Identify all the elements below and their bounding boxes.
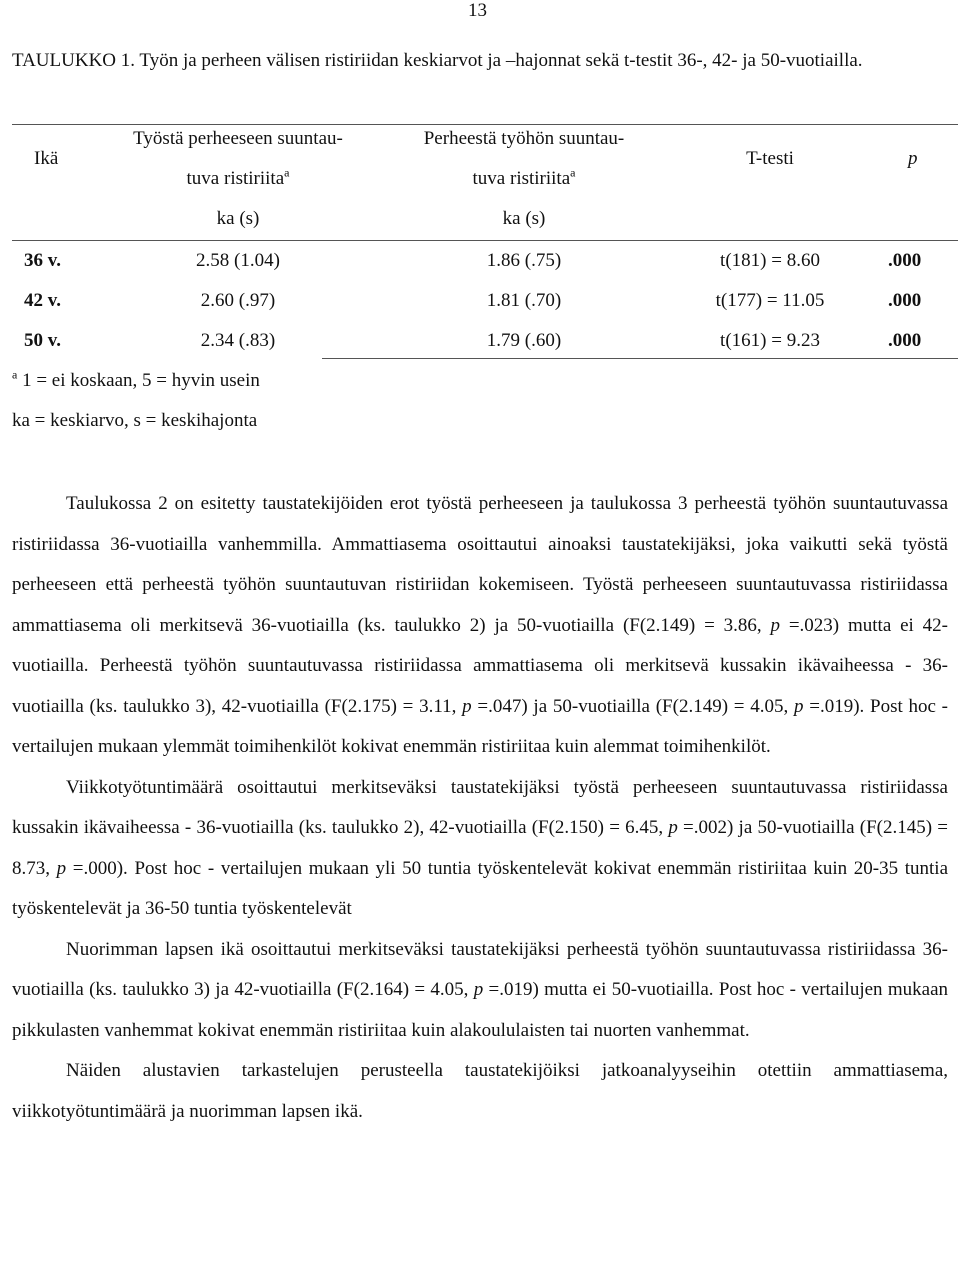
table-footnote-scale: $^a$ 1 = ei koskaan, 5 = hyvin usein	[12, 367, 260, 391]
row-age: 36 v.	[24, 250, 61, 271]
row-age: 42 v.	[24, 290, 61, 311]
table-footnote-abbrev: ka = keskiarvo, s = keskihajonta	[12, 410, 258, 431]
paragraph: Taulukossa 2 on esitetty taustatekijöiden erot työstä perheeseen ja taulukossa 3 perheestä työhön suuntautuvassa ristiriidassa 36-vuotiailla vanhemmilla. Ammattiasema osoittautui ainoaksi taustatekijäksi, joka vaikutti sekä työstä perheeseen että perheestä työhön suuntautuvan ristiriidan kokemiseen. Työstä perheeseen suuntautuvassa ristiriidassa ammattiasema oli merkitsevä 36-vuotiailla (ks. taulukko 2) ja 50-vuotiailla (F(2.149) = 3.86, p =.023) mutta ei 42-vuotiailla. Perheestä työhön suuntautuvassa ristiriidassa ammattiasema oli merkitsevä kussakin ikävaiheessa - 36-vuotiailla (ks. taulukko 3), 42-vuotiailla (F(2.175) = 3.11, p =.047) ja 50-vuotiailla (F(2.149) = 4.05, p =.019). Post hoc - vertailujen mukaan ylemmät toimihenkilöt kokivat enemmän ristiriitaa kuin alemmat toimihenkilöt.	[12, 493, 949, 757]
header-age: Ikä	[34, 148, 59, 169]
header-ttest: T-testi	[746, 148, 794, 169]
header-work-to-family-line2: tuva ristiriita$^a$	[186, 165, 290, 189]
row-w2f: 2.60 (.97)	[200, 290, 276, 311]
row-p: .000	[888, 250, 922, 271]
row-ttest: t(177) = 11.05	[715, 290, 825, 311]
table-bottom-rule	[322, 358, 958, 359]
header-work-to-family-stat: ka (s)	[216, 208, 260, 229]
row-ttest: t(181) = 8.60	[720, 250, 820, 271]
row-ttest: t(161) = 9.23	[720, 330, 820, 351]
row-f2w: 1.81 (.70)	[486, 290, 562, 311]
paragraph: Viikkotyötuntimäärä osoittautui merkitseväksi taustatekijäksi työstä perheeseen suuntautuvassa ristiriidassa kussakin ikävaiheessa - 36-vuotiailla (ks. taulukko 2), 42-vuotiailla (F(2.150) = 6.45, p =.002) ja 50-vuotiailla (F(2.145) = 8.73, p =.000). Post hoc - vertailujen mukaan yli 50 tuntia työskentelevät kokivat enemmän ristiriitaa kuin 20-35 tuntia työskentelevät ja 36-50 tuntia työskentelevät	[12, 776, 949, 919]
header-work-to-family-line1: Työstä perheeseen suuntau-	[133, 128, 343, 149]
table-header-rule	[12, 240, 958, 241]
table-caption: TAULUKKO 1. Työn ja perheen välisen ristiriidan keskiarvot ja –hajonnat sekä t-testit 36-, 42- ja 50-vuotiailla.	[12, 50, 863, 71]
header-p: p	[908, 148, 918, 169]
body-text	[12, 484, 948, 1132]
row-age: 50 v.	[24, 330, 61, 351]
paragraph: Näiden alustavien tarkastelujen perusteella taustatekijöiksi jatkoanalyyseihin otettiin ammattiasema, viikkotyötuntimäärä ja nuorimman lapsen ikä.	[12, 1060, 948, 1122]
row-f2w: 1.79 (.60)	[486, 330, 562, 351]
row-w2f: 2.34 (.83)	[200, 330, 276, 351]
header-family-to-work-line2: tuva ristiriita$^a$	[472, 165, 576, 189]
row-p: .000	[888, 330, 922, 351]
table-top-rule	[12, 124, 958, 125]
page-number: 13	[468, 0, 487, 21]
header-family-to-work-stat: ka (s)	[502, 208, 546, 229]
row-f2w: 1.86 (.75)	[486, 250, 562, 271]
header-family-to-work-line1: Perheestä työhön suuntau-	[423, 128, 625, 149]
row-p: .000	[888, 290, 922, 311]
paragraph: Nuorimman lapsen ikä osoittautui merkitseväksi taustatekijäksi perheestä työhön suuntautuvassa ristiriidassa 36-vuotiailla (ks. taulukko 3) ja 42-vuotiailla (F(2.164) = 4.05, p =.019) mutta ei 50-vuotiailla. Post hoc - vertailujen mukaan pikkulasten vanhemmat kokivat enemmän ristiriitaa kuin alakoululaisten tai nuorten vanhemmat.	[12, 938, 948, 1041]
row-w2f: 2.58 (1.04)	[196, 250, 280, 271]
